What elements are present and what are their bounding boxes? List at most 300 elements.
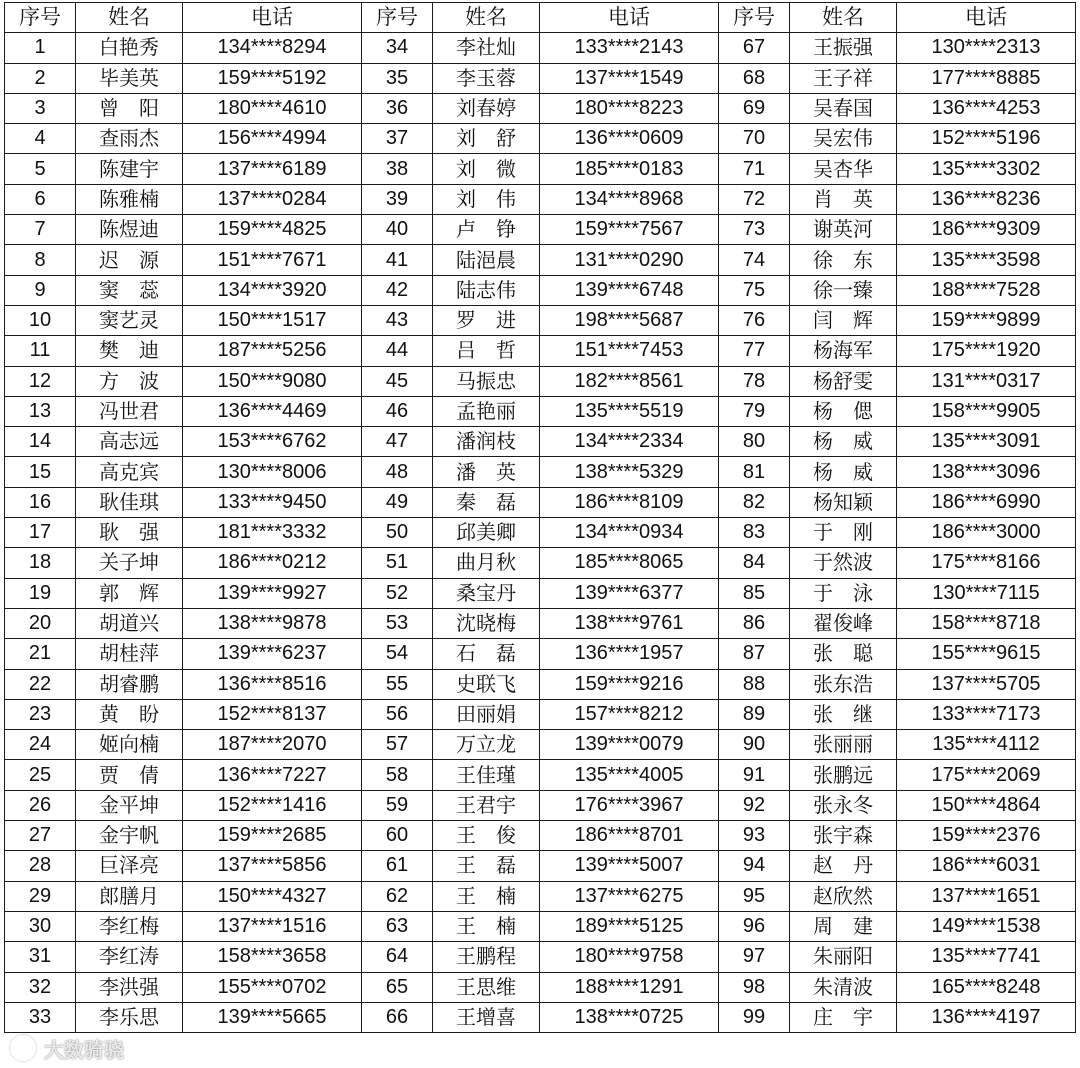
header-name: 姓名 [790, 3, 897, 33]
header-phone: 电话 [897, 3, 1076, 33]
cell-name: 王佳瑾 [433, 760, 540, 790]
cell-phone: 175****2069 [897, 760, 1076, 790]
cell-phone: 159****7567 [540, 215, 719, 245]
cell-phone: 186****6031 [897, 851, 1076, 881]
cell-no: 89 [719, 699, 790, 729]
cell-name: 胡桂萍 [76, 639, 183, 669]
cell-phone: 137****5856 [183, 851, 362, 881]
cell-no: 99 [719, 1002, 790, 1032]
cell-no: 72 [719, 184, 790, 214]
cell-name: 潘润枝 [433, 427, 540, 457]
cell-name: 吕 哲 [433, 336, 540, 366]
cell-phone: 175****8166 [897, 548, 1076, 578]
cell-name: 朱清波 [790, 972, 897, 1002]
cell-phone: 158****3658 [183, 942, 362, 972]
cell-no: 86 [719, 608, 790, 638]
cell-phone: 186****8109 [540, 487, 719, 517]
cell-no: 8 [5, 245, 76, 275]
cell-no: 61 [362, 851, 433, 881]
cell-name: 曾 阳 [76, 93, 183, 123]
cell-phone: 135****3598 [897, 245, 1076, 275]
cell-name: 王子祥 [790, 63, 897, 93]
cell-no: 46 [362, 396, 433, 426]
table-row [5, 154, 1076, 184]
cell-phone: 187****5256 [183, 336, 362, 366]
cell-no: 23 [5, 699, 76, 729]
cell-no: 45 [362, 366, 433, 396]
cell-name: 孟艳丽 [433, 396, 540, 426]
cell-phone: 135****3302 [897, 154, 1076, 184]
cell-no: 7 [5, 215, 76, 245]
cell-phone: 138****0725 [540, 1002, 719, 1032]
cell-phone: 138****9761 [540, 608, 719, 638]
cell-phone: 139****5007 [540, 851, 719, 881]
cell-no: 18 [5, 548, 76, 578]
cell-name: 郎膳月 [76, 881, 183, 911]
cell-phone: 131****0317 [897, 366, 1076, 396]
cell-no: 93 [719, 821, 790, 851]
cell-name: 王 俊 [433, 821, 540, 851]
cell-no: 82 [719, 487, 790, 517]
cell-phone: 176****3967 [540, 790, 719, 820]
cell-no: 53 [362, 608, 433, 638]
cell-phone: 136****8236 [897, 184, 1076, 214]
cell-phone: 149****1538 [897, 911, 1076, 941]
table-row [5, 366, 1076, 396]
cell-name: 高克宾 [76, 457, 183, 487]
cell-name: 于 泳 [790, 578, 897, 608]
table-row [5, 760, 1076, 790]
cell-phone: 135****3091 [897, 427, 1076, 457]
cell-phone: 180****4610 [183, 93, 362, 123]
cell-name: 王振强 [790, 33, 897, 63]
cell-name: 贾 倩 [76, 760, 183, 790]
table-row [5, 396, 1076, 426]
cell-no: 65 [362, 972, 433, 1002]
table-row [5, 821, 1076, 851]
cell-name: 窦 蕊 [76, 275, 183, 305]
cell-no: 26 [5, 790, 76, 820]
cell-name: 张宇森 [790, 821, 897, 851]
cell-name: 李玉蓉 [433, 63, 540, 93]
table-row [5, 336, 1076, 366]
cell-name: 沈晓梅 [433, 608, 540, 638]
cell-phone: 152****1416 [183, 790, 362, 820]
cell-phone: 181****3332 [183, 518, 362, 548]
cell-name: 史联飞 [433, 669, 540, 699]
cell-name: 陆浥晨 [433, 245, 540, 275]
table-row [5, 93, 1076, 123]
cell-no: 12 [5, 366, 76, 396]
cell-no: 70 [719, 124, 790, 154]
table-row [5, 427, 1076, 457]
cell-no: 31 [5, 942, 76, 972]
cell-phone: 138****5329 [540, 457, 719, 487]
cell-phone: 165****8248 [897, 972, 1076, 1002]
cell-name: 闫 辉 [790, 305, 897, 335]
cell-name: 马振忠 [433, 366, 540, 396]
cell-name: 赵 丹 [790, 851, 897, 881]
cell-name: 于 刚 [790, 518, 897, 548]
cell-no: 21 [5, 639, 76, 669]
cell-no: 16 [5, 487, 76, 517]
cell-name: 耿 强 [76, 518, 183, 548]
cell-no: 62 [362, 881, 433, 911]
header-name: 姓名 [433, 3, 540, 33]
cell-phone: 139****9927 [183, 578, 362, 608]
cell-no: 13 [5, 396, 76, 426]
cell-no: 14 [5, 427, 76, 457]
cell-name: 潘 英 [433, 457, 540, 487]
cell-phone: 186****8701 [540, 821, 719, 851]
cell-name: 刘 伟 [433, 184, 540, 214]
cell-no: 91 [719, 760, 790, 790]
cell-no: 5 [5, 154, 76, 184]
cell-phone: 130****2313 [897, 33, 1076, 63]
cell-name: 于然波 [790, 548, 897, 578]
cell-name: 方 波 [76, 366, 183, 396]
cell-no: 96 [719, 911, 790, 941]
cell-no: 58 [362, 760, 433, 790]
table-row [5, 669, 1076, 699]
cell-no: 3 [5, 93, 76, 123]
cell-phone: 159****2376 [897, 821, 1076, 851]
table-row [5, 639, 1076, 669]
cell-name: 杨海军 [790, 336, 897, 366]
cell-phone: 151****7453 [540, 336, 719, 366]
table-row [5, 63, 1076, 93]
header-no: 序号 [719, 3, 790, 33]
cell-no: 66 [362, 1002, 433, 1032]
cell-phone: 134****3920 [183, 275, 362, 305]
cell-phone: 134****0934 [540, 518, 719, 548]
cell-no: 85 [719, 578, 790, 608]
cell-phone: 152****5196 [897, 124, 1076, 154]
cell-phone: 175****1920 [897, 336, 1076, 366]
cell-no: 67 [719, 33, 790, 63]
cell-phone: 189****5125 [540, 911, 719, 941]
cell-phone: 133****7173 [897, 699, 1076, 729]
cell-no: 11 [5, 336, 76, 366]
cell-no: 49 [362, 487, 433, 517]
cell-phone: 158****9905 [897, 396, 1076, 426]
table-row [5, 548, 1076, 578]
cell-no: 56 [362, 699, 433, 729]
table-row [5, 699, 1076, 729]
cell-no: 37 [362, 124, 433, 154]
table-row [5, 1002, 1076, 1032]
cell-phone: 150****4327 [183, 881, 362, 911]
table-row [5, 518, 1076, 548]
cell-name: 陈煜迪 [76, 215, 183, 245]
cell-no: 50 [362, 518, 433, 548]
cell-phone: 198****5687 [540, 305, 719, 335]
cell-name: 石 磊 [433, 639, 540, 669]
cell-name: 杨知颖 [790, 487, 897, 517]
cell-phone: 136****7227 [183, 760, 362, 790]
cell-phone: 137****0284 [183, 184, 362, 214]
watermark-text: 大数骑骁 [44, 1037, 124, 1062]
cell-no: 39 [362, 184, 433, 214]
cell-phone: 137****6275 [540, 881, 719, 911]
cell-name: 吴春国 [790, 93, 897, 123]
cell-no: 20 [5, 608, 76, 638]
table-row [5, 487, 1076, 517]
cell-name: 金平坤 [76, 790, 183, 820]
cell-name: 周 建 [790, 911, 897, 941]
cell-name: 刘 舒 [433, 124, 540, 154]
cell-name: 谢英河 [790, 215, 897, 245]
cell-phone: 134****8968 [540, 184, 719, 214]
cell-name: 陈建宇 [76, 154, 183, 184]
cell-phone: 186****3000 [897, 518, 1076, 548]
cell-no: 35 [362, 63, 433, 93]
cell-phone: 135****4112 [897, 730, 1076, 760]
cell-name: 白艳秀 [76, 33, 183, 63]
table-row [5, 881, 1076, 911]
cell-name: 胡睿鹏 [76, 669, 183, 699]
cell-name: 翟俊峰 [790, 608, 897, 638]
cell-phone: 150****4864 [897, 790, 1076, 820]
cell-name: 万立龙 [433, 730, 540, 760]
cell-no: 71 [719, 154, 790, 184]
cell-phone: 138****3096 [897, 457, 1076, 487]
cell-no: 90 [719, 730, 790, 760]
cell-phone: 135****4005 [540, 760, 719, 790]
table-row [5, 184, 1076, 214]
cell-no: 44 [362, 336, 433, 366]
cell-no: 34 [362, 33, 433, 63]
cell-name: 杨 偲 [790, 396, 897, 426]
cell-phone: 182****8561 [540, 366, 719, 396]
cell-name: 查雨杰 [76, 124, 183, 154]
cell-name: 金宇帆 [76, 821, 183, 851]
cell-phone: 139****6748 [540, 275, 719, 305]
cell-no: 92 [719, 790, 790, 820]
cell-phone: 153****6762 [183, 427, 362, 457]
cell-name: 迟 源 [76, 245, 183, 275]
table-row [5, 942, 1076, 972]
cell-no: 54 [362, 639, 433, 669]
cell-no: 25 [5, 760, 76, 790]
cell-no: 88 [719, 669, 790, 699]
cell-name: 陈雅楠 [76, 184, 183, 214]
table-row [5, 215, 1076, 245]
cell-name: 黄 盼 [76, 699, 183, 729]
cell-name: 张 继 [790, 699, 897, 729]
cell-no: 59 [362, 790, 433, 820]
cell-no: 40 [362, 215, 433, 245]
cell-phone: 185****8065 [540, 548, 719, 578]
cell-phone: 137****1516 [183, 911, 362, 941]
cell-no: 32 [5, 972, 76, 1002]
cell-name: 罗 进 [433, 305, 540, 335]
cell-no: 78 [719, 366, 790, 396]
cell-name: 王 楠 [433, 911, 540, 941]
cell-phone: 136****4253 [897, 93, 1076, 123]
table-row [5, 790, 1076, 820]
cell-name: 李社灿 [433, 33, 540, 63]
cell-phone: 136****8516 [183, 669, 362, 699]
cell-no: 84 [719, 548, 790, 578]
cell-no: 94 [719, 851, 790, 881]
header-phone: 电话 [540, 3, 719, 33]
cell-no: 43 [362, 305, 433, 335]
cell-no: 69 [719, 93, 790, 123]
cell-phone: 134****8294 [183, 33, 362, 63]
table-row [5, 730, 1076, 760]
cell-name: 刘 微 [433, 154, 540, 184]
cell-name: 卢 铮 [433, 215, 540, 245]
table-row [5, 851, 1076, 881]
cell-phone: 137****1651 [897, 881, 1076, 911]
cell-name: 杨 威 [790, 427, 897, 457]
cell-phone: 137****1549 [540, 63, 719, 93]
watermark [10, 1033, 124, 1063]
cell-name: 肖 英 [790, 184, 897, 214]
cell-phone: 137****6189 [183, 154, 362, 184]
cell-no: 75 [719, 275, 790, 305]
cell-no: 63 [362, 911, 433, 941]
cell-phone: 156****4994 [183, 124, 362, 154]
cell-no: 30 [5, 911, 76, 941]
cell-no: 81 [719, 457, 790, 487]
cell-no: 97 [719, 942, 790, 972]
cell-name: 徐 东 [790, 245, 897, 275]
cell-name: 窦艺灵 [76, 305, 183, 335]
cell-name: 郭 辉 [76, 578, 183, 608]
cell-phone: 188****7528 [897, 275, 1076, 305]
cell-phone: 159****9899 [897, 305, 1076, 335]
cell-name: 姬向楠 [76, 730, 183, 760]
cell-phone: 152****8137 [183, 699, 362, 729]
cell-name: 张 聪 [790, 639, 897, 669]
cell-name: 胡道兴 [76, 608, 183, 638]
cell-phone: 187****2070 [183, 730, 362, 760]
cell-name: 田丽娟 [433, 699, 540, 729]
cell-name: 王君宇 [433, 790, 540, 820]
cell-name: 徐一臻 [790, 275, 897, 305]
cell-no: 17 [5, 518, 76, 548]
cell-phone: 139****6377 [540, 578, 719, 608]
cell-name: 庄 宇 [790, 1002, 897, 1032]
table-row [5, 457, 1076, 487]
cell-phone: 186****9309 [897, 215, 1076, 245]
header-no: 序号 [362, 3, 433, 33]
cell-name: 张鹏远 [790, 760, 897, 790]
cell-phone: 135****7741 [897, 942, 1076, 972]
cell-name: 秦 磊 [433, 487, 540, 517]
cell-name: 巨泽亮 [76, 851, 183, 881]
cell-phone: 136****1957 [540, 639, 719, 669]
cell-no: 80 [719, 427, 790, 457]
cell-name: 李洪强 [76, 972, 183, 1002]
cell-no: 55 [362, 669, 433, 699]
cell-phone: 150****9080 [183, 366, 362, 396]
cell-name: 关子坤 [76, 548, 183, 578]
cell-phone: 159****2685 [183, 821, 362, 851]
cell-no: 52 [362, 578, 433, 608]
cell-phone: 137****5705 [897, 669, 1076, 699]
cell-name: 冯世君 [76, 396, 183, 426]
table-row [5, 275, 1076, 305]
cell-phone: 186****0212 [183, 548, 362, 578]
cell-phone: 180****8223 [540, 93, 719, 123]
cell-name: 邱美卿 [433, 518, 540, 548]
cell-phone: 150****1517 [183, 305, 362, 335]
table-row [5, 124, 1076, 154]
cell-name: 张东浩 [790, 669, 897, 699]
cell-name: 张永冬 [790, 790, 897, 820]
table-row [5, 245, 1076, 275]
cell-no: 77 [719, 336, 790, 366]
cell-no: 41 [362, 245, 433, 275]
cell-no: 42 [362, 275, 433, 305]
cell-phone: 186****6990 [897, 487, 1076, 517]
cell-phone: 180****9758 [540, 942, 719, 972]
cell-phone: 133****2143 [540, 33, 719, 63]
cell-no: 79 [719, 396, 790, 426]
table-row [5, 972, 1076, 1002]
cell-no: 76 [719, 305, 790, 335]
cell-phone: 135****5519 [540, 396, 719, 426]
cell-name: 李红涛 [76, 942, 183, 972]
cell-name: 王鹏程 [433, 942, 540, 972]
cell-name: 杨舒雯 [790, 366, 897, 396]
cell-no: 22 [5, 669, 76, 699]
cell-phone: 131****0290 [540, 245, 719, 275]
header-row [5, 3, 1076, 33]
cell-no: 83 [719, 518, 790, 548]
cell-no: 51 [362, 548, 433, 578]
cell-no: 29 [5, 881, 76, 911]
cell-no: 27 [5, 821, 76, 851]
cell-no: 15 [5, 457, 76, 487]
cell-phone: 136****4469 [183, 396, 362, 426]
header-name: 姓名 [76, 3, 183, 33]
table-row [5, 578, 1076, 608]
cell-no: 36 [362, 93, 433, 123]
cell-no: 2 [5, 63, 76, 93]
cell-phone: 157****8212 [540, 699, 719, 729]
cell-no: 24 [5, 730, 76, 760]
cell-phone: 188****1291 [540, 972, 719, 1002]
cell-no: 9 [5, 275, 76, 305]
cell-name: 吴宏伟 [790, 124, 897, 154]
cell-no: 28 [5, 851, 76, 881]
cell-no: 10 [5, 305, 76, 335]
table-row [5, 911, 1076, 941]
table-row [5, 33, 1076, 63]
cell-phone: 133****9450 [183, 487, 362, 517]
header-phone: 电话 [183, 3, 362, 33]
cell-no: 4 [5, 124, 76, 154]
cell-phone: 159****4825 [183, 215, 362, 245]
cell-no: 98 [719, 972, 790, 1002]
cell-phone: 158****8718 [897, 608, 1076, 638]
cell-name: 李乐思 [76, 1002, 183, 1032]
cell-phone: 139****6237 [183, 639, 362, 669]
cell-phone: 130****8006 [183, 457, 362, 487]
cell-no: 33 [5, 1002, 76, 1032]
cell-name: 樊 迪 [76, 336, 183, 366]
cell-no: 47 [362, 427, 433, 457]
cell-phone: 134****2334 [540, 427, 719, 457]
roster-table [4, 2, 1076, 1033]
cell-no: 60 [362, 821, 433, 851]
roster-body [5, 33, 1076, 1033]
cell-name: 耿佳琪 [76, 487, 183, 517]
